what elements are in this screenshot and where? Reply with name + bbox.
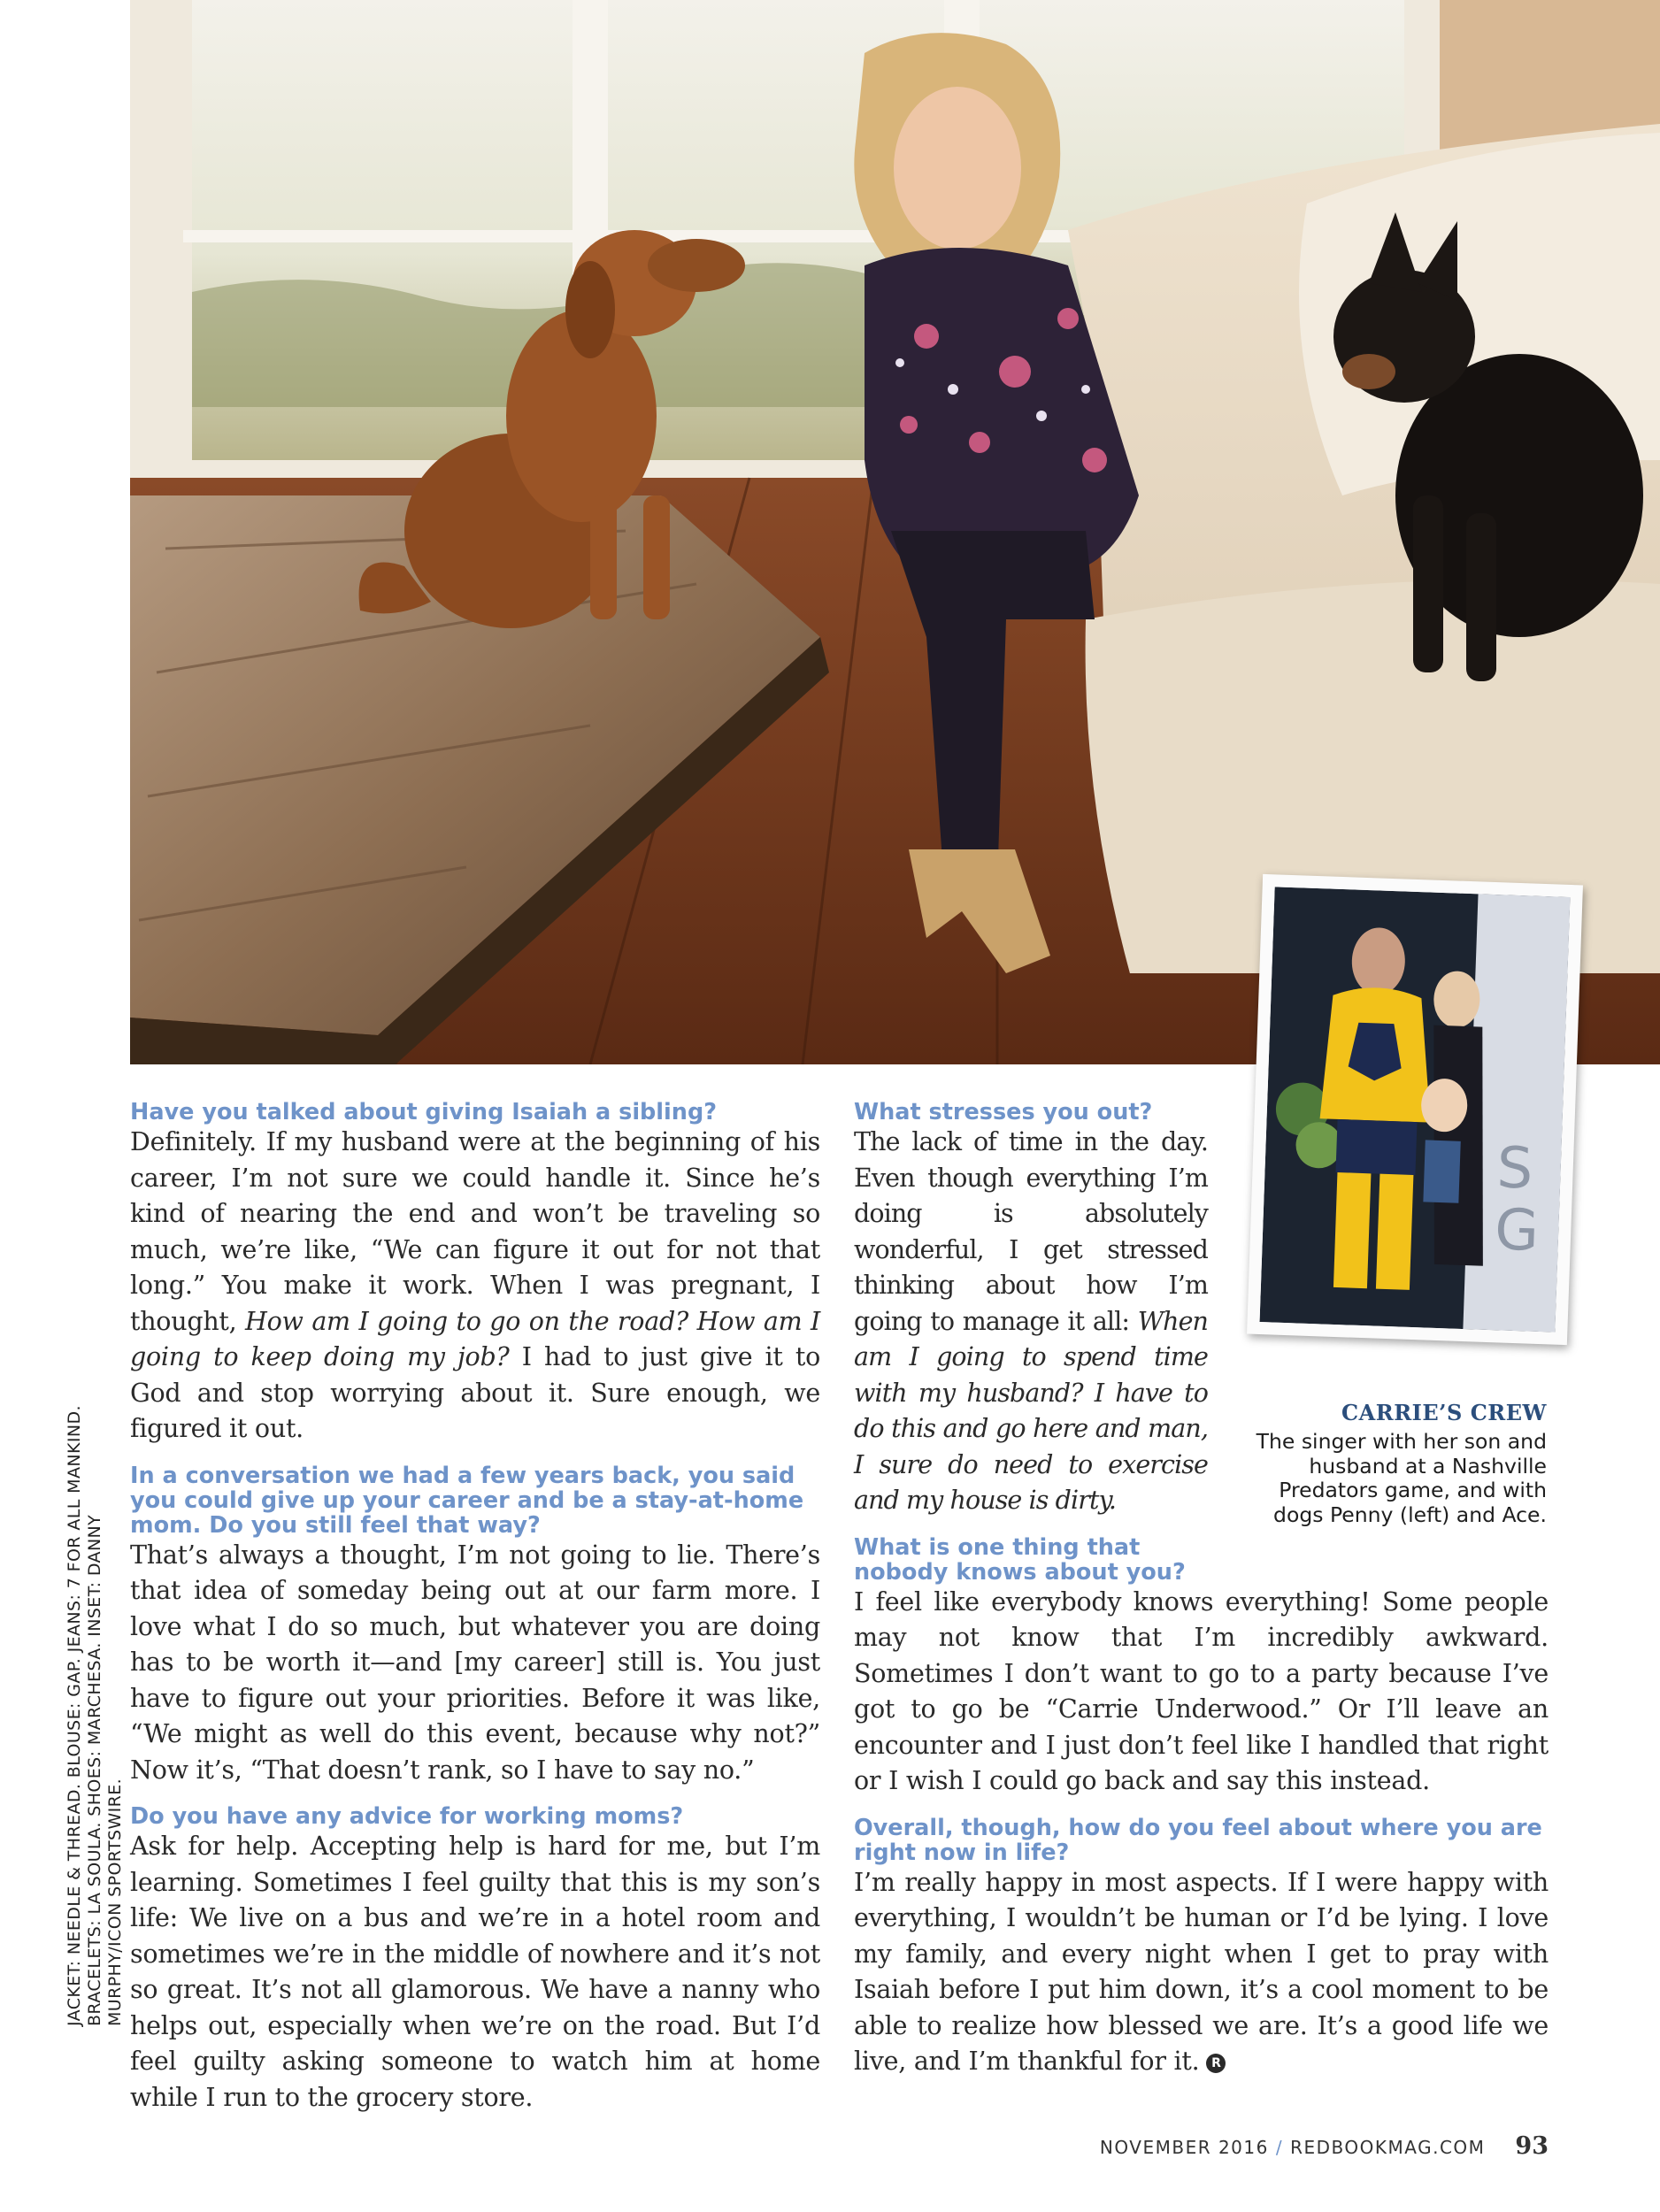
answer-overall [854,1865,1549,2080]
answer-overall-text: I’m really happy in most aspects. If I were happy with everything, I wouldn’t be human or I’d be lying. I love my family, and every night when I get to pray with Isaiah before I put him down, it’s a cool moment to be able to realize how blessed we are. It’s a good life we live, and I’m thankful for it. [854,1867,1549,2076]
caption-heading: CARRIE’S CREW [1341,1400,1547,1425]
question-overall: Overall, though, how do you feel about where you are right now in life? [854,1814,1542,1866]
footer-separator: / [1275,2137,1284,2158]
caption-body: The singer with her son and husband at a Nashville Predators game, and with dogs Penny (left) and Ace. [1256,1429,1547,1527]
answer-stresses-text: The lack of time in the day. Even though everything I’m doing is absolutely wonderful, I get stressed thinking about how I’m going to manage it all: [854,1127,1208,1336]
question-stresses: What stresses you out? [854,1099,1153,1125]
footer-site: REDBOOKMAG.COM [1290,2137,1486,2158]
answer-sibling-italic: How am I going to go on the road? How am I going to keep doing my job? [130,1306,820,1371]
answer-sibling-text-2: I had to just give it to God and stop worrying about it. Sure enough, we figured it out. [130,1342,820,1443]
right-column [854,1100,1549,2080]
answer-sibling-text-1: Definitely. If my husband were at the beginning of his career, I’m not sure we could handle it. Since he’s kind of nearing the end and won’t be traveling so much, we’re like, “We can figure it out for not that long.” You make it work. When I was pregnant, I thought, [130,1127,820,1336]
answer-stresses-italic: When am I going to spend time with my husband? I have to do this and go here and man, I sure do need to exercise and my house is dirty. [854,1306,1208,1515]
end-mark-icon: R [1206,2054,1226,2073]
footer-issue: NOVEMBER 2016 [1099,2137,1269,2158]
answer-advice: Ask for help. Accepting help is hard for me, but I’m learning. Sometimes I feel guilty that this is my son’s life: We live on a bus and we’re in a hotel room and sometimes we’re in the middle of nowhere and it’s not so great. It’s not all glamorous. We have a nanny who helps out, especially when we’re on the road. But I’d feel guilty asking someone to watch him at home while I run to the grocery store. [130,1832,820,2112]
right-column-narrow-block [854,1100,1208,1585]
page-number: 93 [1515,2132,1549,2160]
svg-text:S: S [1495,1135,1534,1202]
page-footer [1100,2132,1549,2160]
question-sibling: Have you talked about giving Isaiah a sibling? [130,1099,717,1125]
question-career: In a conversation we had a few years back, you said you could give up your career and be a stay-at-home mom. Do you still feel that way? [130,1462,804,1539]
question-nobody-knows: What is one thing that nobody knows about you? [854,1533,1186,1586]
left-column [130,1100,820,2116]
answer-career: That’s always a thought, I’m not going to lie. There’s that idea of someday being out at our farm more. I love what I do so much, but whatever you are doing has to be worth it—and [my career] still is. You just have to figure out your priorities. Before it was like, “We might as well do this event, because why not?” Now it’s, “That doesn’t rank, so I have to say no.” [130,1540,820,1785]
answer-nobody-knows: I feel like everybody knows everything! Some people may not know that I’m incredibly awkward. Sometimes I don’t want to go to a party because I’ve got to go be “Carrie Underwood.” Or I’ll leave an encounter and I just don’t feel like I handled that right or I wish I could go back and say this instead. [854,1586,1549,1795]
answer-sibling [130,1125,820,1448]
answer-stresses [854,1125,1208,1519]
question-advice: Do you have any advice for working moms? [130,1803,684,1830]
photo-credit: JACKET: NEEDLE & THREAD. BLOUSE: GAP. JEANS: 7 FOR ALL MANKIND. BRACELETS: LA SOULA. SHOES: MARCHESA. INSET: DANNY MURPHY/ICON SPORTSWIRE. [65,1405,125,2026]
svg-text:G: G [1494,1197,1541,1264]
